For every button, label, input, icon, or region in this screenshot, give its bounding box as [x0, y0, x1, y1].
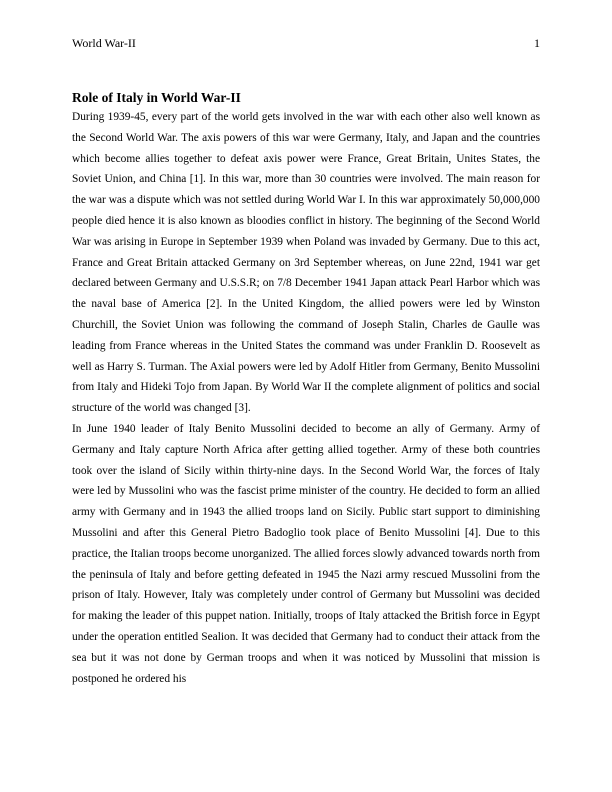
page-number: 1 — [534, 36, 540, 50]
section-title: Role of Italy in World War-II — [72, 90, 241, 105]
body-paragraph: In June 1940 leader of Italy Benito Mussolini decided to become an ally of Germany. Army of Germany and Italy capture North Africa after getting allied together. Army of these both countries took over the island of Sicily within thirty-nine days. In the Second World War, the forces of Italy were led by Mussolini who was the fascist prime minister of the country. He decided to form an allied army with Germany and in 1943 the allied troops land on Sicily. Public start support to diminishing Mussolini and after this General Pietro Badoglio took place of Benito Mussolini [4]. Due to this practice, the Italian troops become unorganized. The allied forces slowly advanced towards north from the peninsula of Italy and before getting defeated in 1945 the Nazi army rescued Mussolini from the prison of Italy. However, Italy was completely under control of Germany but Mussolini was decided for making the leader of this puppet nation. Initially, troops of Italy attacked the British force in Egypt under the operation entitled Sealion. It was decided that Germany had to conduct their attack from the sea but it was not done by German troops and when it was noticed by Mussolini that mission is postponed he ordered his — [72, 422, 541, 685]
body-paragraph: During 1939-45, every part of the world gets involved in the war with each other also well known as the Second World War. The axis powers of this war were Germany, Italy, and Japan and the countries which become allies together to defeat axis power were France, Great Britain, Unites States, the Soviet Union, and China [1]. In this war, more than 30 countries were involved. The main reason for the war was a dispute which was not settled during World War I. In this war approximately 50,000,000 people died hence it is also known as bloodies conflict in history. The beginning of the Second World War was arising in Europe in September 1939 when Poland was invaded by Germany. Due to this act, France and Great Britain attacked Germany on 3rd September whereas, on June 22nd, 1941 war get declared between Germany and U.S.S.R; on 7/8 December 1941 Japan attack Pearl Harbor which was the naval base of America [2]. In the United Kingdom, the allied powers were led by Winston Churchill, the Soviet Union was following the command of Joseph Stalin, Charles de Gaulle was leading from France whereas in the United States the command was under Franklin D. Roosevelt as well as Harry S. Turman. The Axial powers were led by Adolf Hitler from Germany, Benito Mussolini from Italy and Hideki Tojo from Japan. By World War II the complete alignment of politics and social structure of the world was changed [3]. — [72, 111, 540, 415]
document-body — [72, 89, 540, 689]
running-header-title: World War-II — [72, 36, 136, 50]
